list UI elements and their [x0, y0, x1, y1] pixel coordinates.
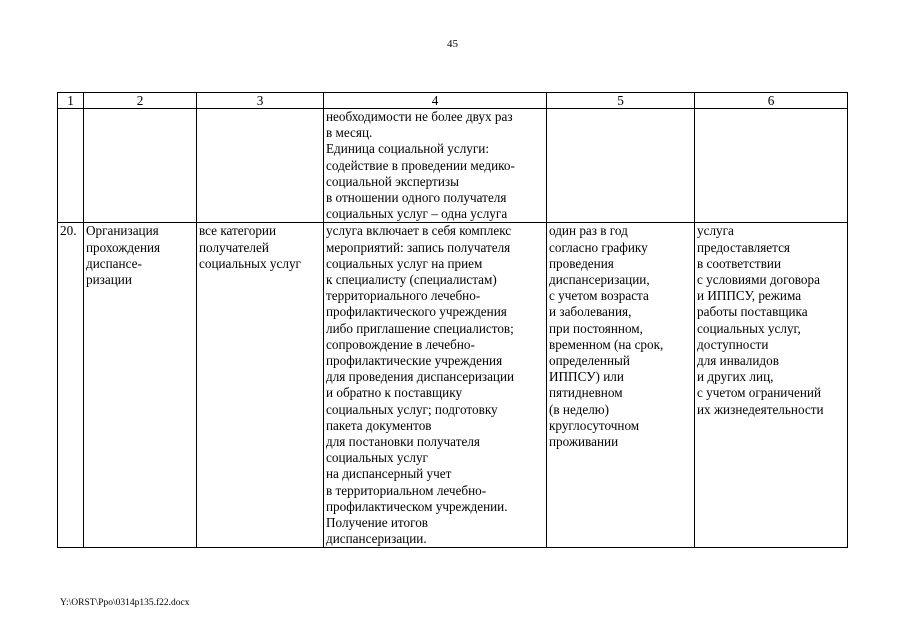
- header-cell-4: 4: [324, 93, 547, 109]
- file-path-footer: Y:\ORST\Ppo\0314p135.f22.docx: [60, 598, 190, 608]
- text-line: в отношении одного получателя: [326, 190, 507, 206]
- table-header-row: [58, 93, 848, 109]
- text-line: с учетом ограничений: [697, 385, 822, 401]
- text-line: определенный: [549, 353, 630, 369]
- continued-cell-1: [58, 109, 84, 223]
- text-line: социальных услуг: [326, 450, 428, 466]
- text-line: при постоянном,: [549, 320, 643, 336]
- text-line: социальных услуг: [199, 255, 301, 271]
- recipient-category-cell: [197, 223, 324, 548]
- header-cell-3: 3: [197, 93, 324, 109]
- text-line: и ИППСУ, режима: [697, 288, 802, 304]
- text-line: профилактическом учреждении.: [326, 498, 508, 514]
- text-line: ризации: [86, 272, 132, 288]
- text-line: социальной экспертизы: [326, 173, 459, 189]
- text-line: профилактического учреждения: [326, 304, 507, 320]
- text-line: пакета документов: [326, 417, 432, 433]
- text-line: в соответствии: [697, 255, 782, 271]
- text-line: пятидневном: [549, 385, 623, 401]
- table-row-20: [58, 223, 848, 548]
- text-line: согласно графику: [549, 239, 648, 255]
- continued-cell-3: [197, 109, 324, 223]
- text-line: в месяц.: [326, 125, 373, 141]
- text-line: Единица социальной услуги:: [326, 141, 490, 157]
- text-line: (в неделю): [549, 401, 610, 417]
- continued-cell-6: [695, 109, 848, 223]
- text-line: социальных услуг на прием: [326, 255, 483, 271]
- text-line: на диспансерный учет: [326, 466, 452, 482]
- row-number: 20.: [58, 223, 84, 548]
- text-line: социальных услуг; подготовку: [326, 401, 498, 417]
- text-line: сопровождение в лечебно-: [326, 336, 475, 352]
- text-line: содействие в проведении медико-: [326, 157, 515, 173]
- text-line: в территориальном лечебно-: [326, 482, 487, 498]
- text-line: их жизнедеятельности: [697, 401, 824, 417]
- text-line: диспансеризации,: [549, 272, 650, 288]
- text-line: для постановки получателя: [326, 434, 480, 450]
- text-line: социальных услуг – одна услуга: [326, 206, 508, 222]
- text-line: для инвалидов: [697, 353, 779, 369]
- header-cell-6: 6: [695, 93, 848, 109]
- header-cell-1: 1: [58, 93, 84, 109]
- text-line: социальных услуг,: [697, 320, 801, 336]
- service-description-cell: [324, 223, 547, 548]
- text-line: диспансе-: [86, 255, 142, 271]
- text-line: проживании: [549, 434, 619, 450]
- frequency-cell: [547, 223, 695, 548]
- page-number: 45: [447, 38, 458, 50]
- text-line: все категории: [199, 223, 277, 239]
- text-line: получателей: [199, 239, 269, 255]
- continued-cell-5: [547, 109, 695, 223]
- text-line: территориального лечебно-: [326, 288, 481, 304]
- text-line: один раз в год: [549, 223, 628, 239]
- continued-cell-4: [324, 109, 547, 223]
- text-line: прохождения: [86, 239, 161, 255]
- text-line: временном (на срок,: [549, 336, 664, 352]
- header-cell-2: 2: [84, 93, 197, 109]
- text-line: услуга: [697, 223, 734, 239]
- text-line: Организация: [86, 223, 159, 239]
- continued-cell-2: [84, 109, 197, 223]
- text-line: профилактические учреждения: [326, 353, 503, 369]
- text-line: предоставляется: [697, 239, 790, 255]
- header-cell-5: 5: [547, 93, 695, 109]
- text-line: для проведения диспансеризации: [326, 369, 515, 385]
- text-line: ИППСУ) или: [549, 369, 624, 385]
- conditions-cell: [695, 223, 848, 548]
- text-line: проведения: [549, 255, 614, 271]
- text-line: и заболевания,: [549, 304, 632, 320]
- text-line: услуга включает в себя комплекс: [326, 223, 512, 239]
- text-line: необходимости не более двух раз: [326, 109, 513, 124]
- text-line: круглосуточном: [549, 417, 640, 433]
- text-line: диспансеризации.: [326, 531, 427, 547]
- text-line: мероприятий: запись получателя: [326, 239, 511, 255]
- services-table: [57, 92, 848, 548]
- text-line: доступности: [697, 336, 769, 352]
- text-line: к специалисту (специалистам): [326, 272, 497, 288]
- text-line: Получение итогов: [326, 515, 429, 531]
- text-line: и других лиц,: [697, 369, 774, 385]
- text-line: либо приглашение специалистов;: [326, 320, 514, 336]
- service-name-cell: [84, 223, 197, 548]
- text-line: работы поставщика: [697, 304, 808, 320]
- text-line: с учетом возраста: [549, 288, 649, 304]
- text-line: с условиями договора: [697, 272, 820, 288]
- table-row-continued: [58, 109, 848, 223]
- text-line: и обратно к поставщику: [326, 385, 463, 401]
